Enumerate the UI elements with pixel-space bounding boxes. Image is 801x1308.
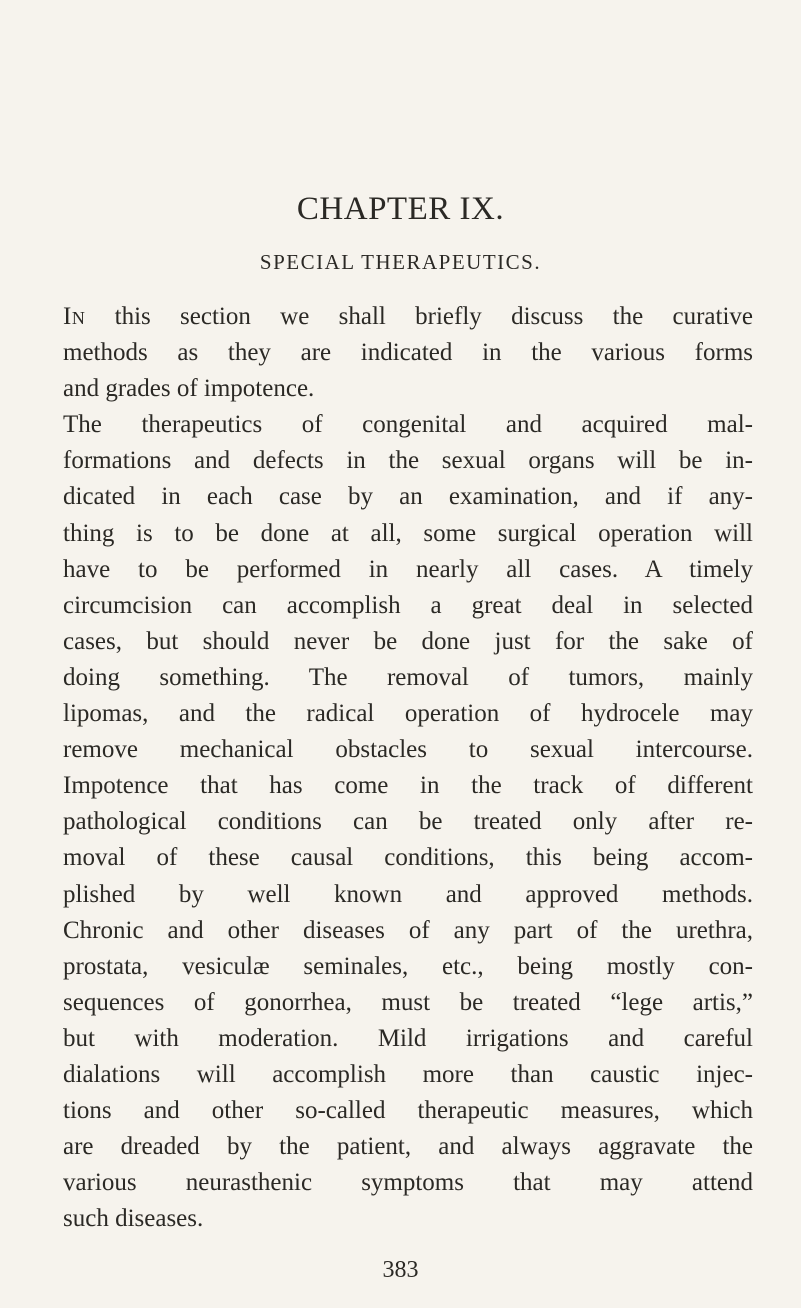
text-line: moval of these causal conditions, this being accom- — [63, 844, 753, 872]
text-line: The therapeutics of congenital and acquired mal- — [63, 411, 753, 439]
text-line-content: this section we shall briefly discuss the curative — [85, 303, 753, 330]
text-line: are dreaded by the patient, and always aggravate the — [63, 1133, 753, 1161]
section-title: SPECIAL THERAPEUTICS. — [259, 250, 542, 274]
text-line: plished by well known and approved methods. — [63, 880, 753, 908]
chapter-title: CHAPTER IX. — [296, 191, 505, 227]
text-line: prostata, vesiculæ seminales, etc., being mostly con- — [63, 952, 753, 980]
text-line: lipomas, and the radical operation of hydrocele may — [63, 700, 753, 728]
text-line: circumcision can accomplish a great deal in selected — [63, 591, 753, 619]
text-line: dicated in each case by an examination, and if any- — [63, 483, 753, 511]
text-line: formations and defects in the sexual organs will be in- — [63, 447, 753, 475]
text-line: remove mechanical obstacles to sexual intercourse. — [63, 736, 753, 764]
text-line: methods as they are indicated in the various forms — [63, 339, 753, 367]
text-line: have to be performed in nearly all cases. A timely — [63, 555, 753, 583]
text-line: but with moderation. Mild irrigations and careful — [63, 1024, 753, 1052]
text-line: dialations will accomplish more than caustic injec- — [63, 1060, 753, 1088]
text-line: cases, but should never be done just for the sake of — [63, 627, 753, 655]
text-line: and grades of impotence. — [63, 375, 315, 403]
text-line: Chronic and other diseases of any part of the urethra, — [63, 916, 753, 944]
text-line: thing is to be done at all, some surgical operation will — [63, 519, 753, 547]
chapter-body — [63, 299, 753, 1237]
lead-word: In — [63, 303, 86, 330]
text-line: such diseases. — [63, 1205, 204, 1233]
text-line: tions and other so-called therapeutic measures, which — [63, 1097, 753, 1125]
text-line: doing something. The removal of tumors, mainly — [63, 663, 753, 691]
text-line — [63, 299, 753, 335]
text-line: Impotence that has come in the track of different — [63, 772, 753, 800]
text-line: sequences of gonorrhea, must be treated “lege artis,” — [63, 988, 753, 1016]
page-number: 383 — [382, 1257, 419, 1283]
text-line: pathological conditions can be treated only after re- — [63, 808, 753, 836]
text-line: various neurasthenic symptoms that may attend — [63, 1169, 753, 1197]
